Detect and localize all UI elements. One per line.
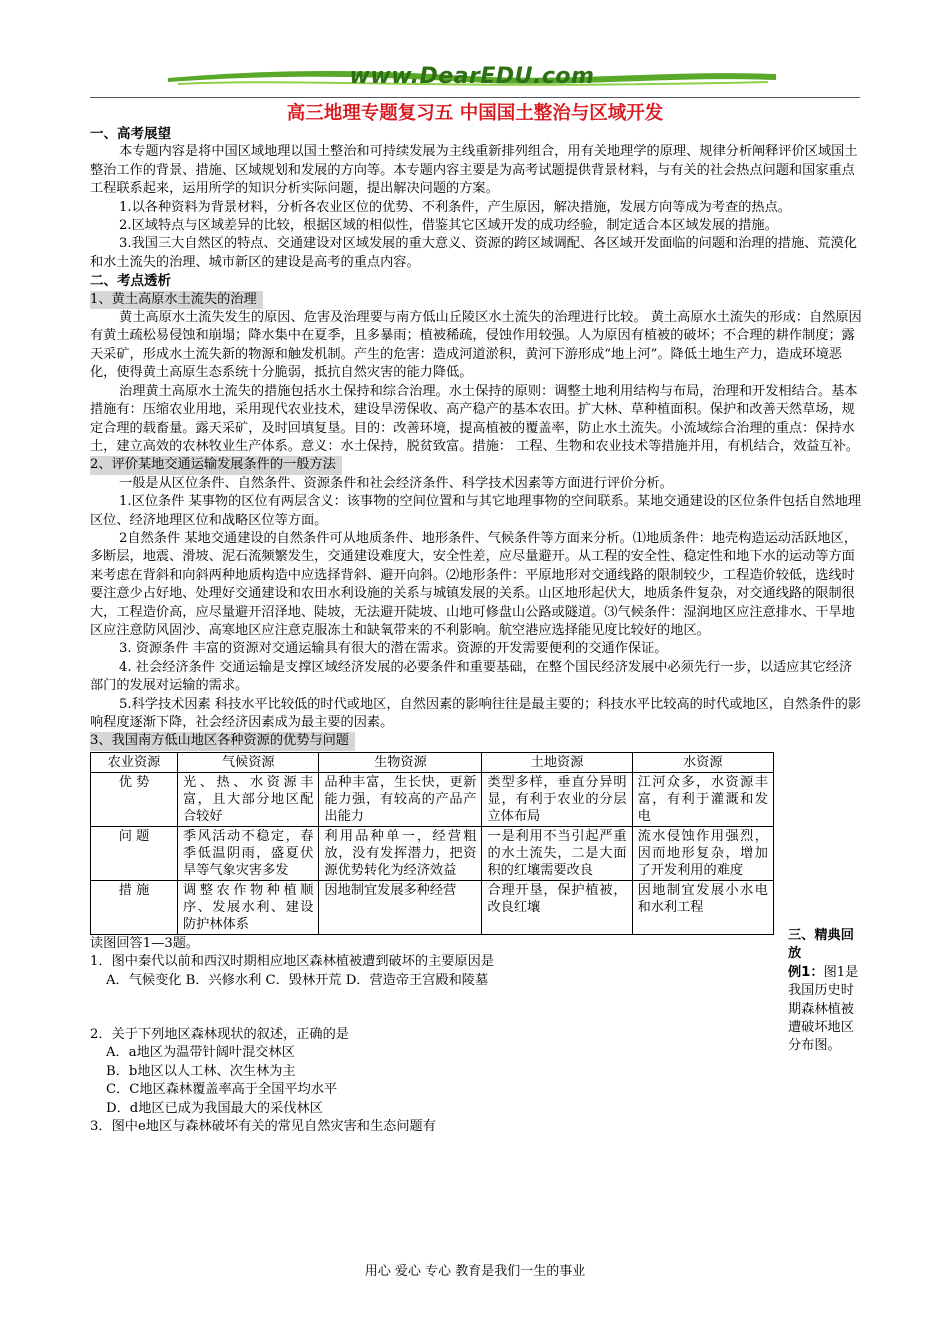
outlook-intro: 本专题内容是将中国区域地理以国土整治和可持续发展为主线重新排列组合，用有关地理学的原理、规律分析阐释评价区域国土整治工作的背景、措施、区域规划和发展的方向等。本专题内容主要是为高考试题提供背景材料，与有关的社会热点问题和国家重点工程联系起来，运用所学的知识分析实际问题，提出解决问题的方案。 (90, 144, 858, 197)
outlook-point-2: 2.区域特点与区域差异的比较，根据区域的相似性，借鉴其它区域开发的成功经验，制定适合本区域发展的措施。 (119, 218, 778, 234)
table-row-label: 措 施 (91, 880, 178, 934)
question-2-option-d: D．d地区已成为我国最大的采伐林区 (106, 1100, 323, 1116)
table-cell: 因地制宜发展多种经营 (319, 880, 482, 934)
sidebar-example (788, 927, 864, 1056)
question-2-option-c: C．C地区森林覆盖率高于全国平均水平 (106, 1082, 338, 1098)
subheading-south-resources: 3、我国南方低山地区各种资源的优势与问题 (90, 732, 355, 750)
answer-space (90, 990, 865, 1026)
header-rule (90, 97, 860, 98)
table-row-label: 优 势 (91, 772, 178, 826)
table-cell: 因地制宜发展小水电和水利工程 (632, 880, 773, 934)
table-row (91, 772, 774, 826)
transport-paragraph-3: 3. 资源条件 丰富的资源对交通运输具有很大的潜在需求。资源的开发需要便利的交通作保证。 (119, 641, 668, 657)
subheading-transport-evaluation: 2、评价某地交通运输发展条件的一般方法 (90, 456, 342, 474)
table-row (91, 826, 774, 880)
sidebar-heading: 三、精典回放 (788, 928, 854, 962)
transport-paragraph-1: 1.区位条件 某事物的区位有两层含义：该事物的空间位置和与其它地理事物的空间联系。某地交通建设的区位条件包括自然地理区位、经济地理区位和战略区位等方面。 (90, 494, 862, 528)
page-footer: 用心 爱心 专心 教育是我们一生的事业 (364, 1264, 586, 1279)
loess-paragraph-2: 治理黄土高原水土流失的措施包括水土保持和综合治理。水土保持的原则：调整土地利用结构与布局，治理和开发相结合。基本措施有：压缩农业用地，采用现代农业技术，建设旱涝保收、高产稳产的基本农田。扩大林、草种植面积。保护和改善天然草场，规定合理的载畜量。露天采矿，及时回填复垦。目的：改善环境，提高植被的覆盖率，防止水土流失。小流域综合治理的重点：保持水土，建立高效的农林牧业生产体系。意义：水土保持，脱贫致富。措施： 工程、生物和农业技术等措施并用，有机结合，效益互补。 (90, 383, 860, 454)
resources-table (90, 752, 774, 935)
question-1-stem: 1．图中秦代以前和西汉时期相应地区森林植被遭到破坏的主要原因是 (90, 954, 495, 970)
table-cell: 季风活动不稳定，春季低温阴雨，盛夏伏旱等气象灾害多发 (178, 826, 319, 880)
main-content (90, 125, 865, 1136)
section-heading-analysis: 二、考点透析 (90, 273, 171, 290)
loess-paragraph-1: 黄土高原水土流失发生的原因、危害及治理要与南方低山丘陵区水土流失的治理进行比较。 黄土高原水土流失的形成：自然原因有黄土疏松易侵蚀和崩塌；降水集中在夏季，且多暴雨；植被稀疏，侵蚀作用较强。人为原因有植被的破坏；不合理的耕作制度；露天采矿，形成水土流失新的物源和触发机制。产生的危害：造成河道淤积，黄河下游形成“地上河”。降低土地生产力，造成环境恶化，使得黄土高原生态系统十分脆弱，抵抗自然灾害的能力降低。 (90, 310, 862, 381)
example-label: 例1： (788, 964, 824, 980)
transport-paragraph-5: 5.科学技术因素 科技水平比较低的时代或地区，自然因素的影响往往是最主要的；科技水平比较高的时代或地区，自然条件的影响程度逐渐下降，社会经济因素成为最主要的因素。 (90, 696, 862, 730)
outlook-point-3: 3.我国三大自然区的特点、交通建设对区域发展的重大意义、资源的跨区域调配、各区域开发面临的问题和治理的措施、荒漠化和水土流失的治理、城市新区的建设是高考的重点内容。 (90, 236, 857, 270)
question-2-stem: 2．关于下列地区森林现状的叙述，正确的是 (90, 1027, 349, 1043)
table-row (91, 880, 774, 934)
question-3-stem: 3．图中e地区与森林破坏有关的常见自然灾害和生态问题有 (90, 1119, 436, 1135)
subheading-loess-erosion: 1、黄土高原水土流失的治理 (90, 291, 263, 309)
question-2-option-a: A．a地区为温带针阔叶混交林区 (106, 1045, 295, 1061)
transport-paragraph-4: 4. 社会经济条件 交通运输是支撑区域经济发展的必要条件和重要基础，在整个国民经济发展中必须先行一步，以适应其它经济部门的发展对运输的需求。 (90, 659, 853, 694)
table-header-cell: 生物资源 (319, 752, 482, 772)
table-header-row (91, 752, 774, 772)
transport-paragraph-0: 一般是从区位条件、自然条件、资源条件和社会经济条件、科学技术因素等方面进行评价分析。 (119, 475, 673, 491)
site-url-text: www.DearEDU.com (349, 64, 595, 89)
table-cell: 光、热、水资源丰富，且大部分地区配合较好 (178, 772, 319, 826)
table-header-cell: 气候资源 (178, 752, 319, 772)
table-cell: 合理开垦，保护植被，改良红壤 (482, 880, 632, 934)
page-title: 高三地理专题复习五 中国国土整治与区域开发 (286, 103, 664, 124)
table-header-cell: 水资源 (632, 752, 773, 772)
table-row-label: 问 题 (91, 826, 178, 880)
questions-intro: 读图回答1—3题。 (90, 935, 200, 951)
table-cell: 一是利用不当引起严重的水土流失，二是大面积的红壤需要改良 (482, 826, 632, 880)
section-heading-outlook: 一、高考展望 (90, 126, 171, 142)
table-cell: 调整农作物种植顺序、发展水利、建设防护林体系 (178, 880, 319, 934)
outlook-point-1: 1.以各种资料为背景材料，分析各农业区位的优势、不利条件，产生原因，解决措施，发展方向等成为考查的热点。 (119, 199, 791, 215)
table-cell: 品种丰富，生长快，更新能力强，有较高的产品产出能力 (319, 772, 482, 826)
table-header-cell: 土地资源 (482, 752, 632, 772)
table-cell: 利用品种单一，经营粗放，没有发挥潜力，把资源优势转化为经济效益 (319, 826, 482, 880)
question-2-option-b: B．b地区以人工林、次生林为主 (106, 1063, 296, 1079)
question-1-options: A．气候变化 B．兴修水利 C．毁林开荒 D．营造帝王宫殿和陵墓 (106, 972, 489, 988)
transport-paragraph-2: 2自然条件 某地交通建设的自然条件可从地质条件、地形条件、气候条件等方面来分析。⑴地质条件：地壳构造运动活跃地区，多断层，地震、滑坡、泥石流频繁发生，交通建设难度大，安全性差，应尽量避开。从工程的安全性、稳定性和地下水的运动等方面来考虑在背斜和向斜两种地质构造中应选择背斜、避开向斜。⑵地形条件：平原地形对交通线路的限制较少，工程造价较低，选线时要注意少占好地、处理好交通建设和农田水利设施的关系与城镇发展的关系。山区地形起伏大，地质条件复杂，对交通线路的限制很大，工程造价高，应尽量避开沼泽地、陡坡，无法避开陡坡、山地可修盘山公路或隧道。⑶气候条件：湿润地区应注意排水、干旱地区应注意防风固沙、高寒地区应注意克服冻土和缺氧带来的不利影响。航空港应选择能见度比较好的地区。 (90, 530, 857, 638)
example-text: 图1是我国历史时期森林植被遭破坏地区分布图。 (788, 964, 859, 1054)
site-banner (168, 60, 776, 94)
table-cell: 流水侵蚀作用强烈，因而地形复杂，增加了开发利用的难度 (632, 826, 773, 880)
table-header-cell: 农业资源 (91, 752, 178, 772)
table-cell: 江河众多，水资源丰富，有利于灌溉和发电 (632, 772, 773, 826)
table-cell: 类型多样，垂直分异明显，有利于农业的分层立体布局 (482, 772, 632, 826)
